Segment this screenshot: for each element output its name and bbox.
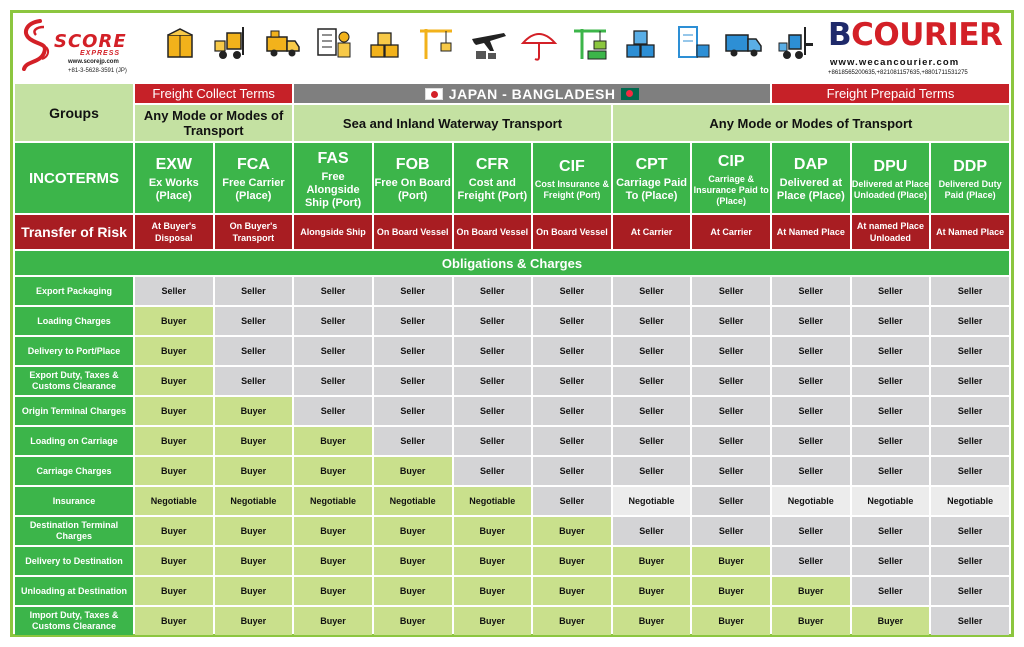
obligation-cell: Seller: [613, 277, 691, 305]
stacked-boxes-icon: [365, 23, 405, 63]
obligation-cell: Buyer: [533, 607, 611, 635]
incoterm-code: DAP: [793, 156, 828, 173]
obligation-cell: Buyer: [215, 457, 293, 485]
obligation-cell: Seller: [454, 367, 532, 395]
obligation-cell: Seller: [294, 277, 372, 305]
route-banner: [294, 84, 770, 103]
box-measure-icon: [160, 23, 200, 63]
obligation-cell: Seller: [533, 397, 611, 425]
incoterm-name: Carriage Paid To (Place): [616, 177, 688, 202]
obligation-cell: Seller: [613, 427, 691, 455]
obligation-label: Carriage Charges: [15, 457, 133, 485]
obligation-cell: Seller: [931, 337, 1009, 365]
obligation-cell: Seller: [931, 607, 1009, 635]
bangladesh-flag-icon: [621, 88, 639, 100]
obligation-cell: Seller: [533, 337, 611, 365]
obligation-label: Loading Charges: [15, 307, 133, 335]
obligation-label: Delivery to Port/Place: [15, 337, 133, 365]
obligation-cell: Buyer: [135, 457, 213, 485]
obligation-cell: Buyer: [215, 517, 293, 545]
obligation-cell: Seller: [215, 277, 293, 305]
incoterm-name: Delivered at Place (Place): [776, 177, 845, 202]
obligation-cell: Seller: [931, 457, 1009, 485]
japan-flag-icon: [425, 88, 443, 100]
obligation-cell: Negotiable: [135, 487, 213, 515]
incoterm-fob: [374, 143, 452, 213]
incoterm-name: Delivered Duty Paid (Place): [938, 179, 1002, 200]
incoterm-cpt: [613, 143, 691, 213]
bcourier-logo: [828, 17, 1008, 79]
obligation-cell: Seller: [931, 577, 1009, 605]
obligation-cell: Buyer: [294, 607, 372, 635]
obligation-label: Insurance: [15, 487, 133, 515]
obligation-cell: Seller: [931, 277, 1009, 305]
obligation-label: Unloading at Destination: [15, 577, 133, 605]
obligation-cell: Seller: [454, 427, 532, 455]
risk-fca: On Buyer's Transport: [215, 215, 293, 249]
obligation-cell: Seller: [931, 517, 1009, 545]
incoterm-code: CIF: [559, 158, 585, 175]
obligation-cell: Negotiable: [215, 487, 293, 515]
obligation-cell: Buyer: [215, 577, 293, 605]
forklift-icon: [211, 23, 251, 63]
obligation-cell: Buyer: [135, 547, 213, 575]
container-stack-icon: [621, 23, 661, 63]
dragon-swirl-icon: [18, 17, 54, 73]
obligation-cell: Buyer: [613, 607, 691, 635]
obligation-cell: Seller: [852, 307, 930, 335]
delivery-truck-icon: [263, 23, 303, 63]
obligation-cell: Buyer: [135, 427, 213, 455]
incoterm-name: Free Carrier (Place): [222, 177, 285, 202]
incoterm-name: Free On Board (Port): [374, 177, 451, 202]
obligation-cell: Buyer: [533, 517, 611, 545]
obligation-cell: Buyer: [454, 547, 532, 575]
group-any-mode-right: Any Mode or Modes of Transport: [613, 105, 1009, 141]
obligation-cell: Buyer: [135, 307, 213, 335]
obligation-cell: Seller: [454, 457, 532, 485]
incoterm-code: FOB: [395, 156, 430, 173]
obligation-cell: Negotiable: [374, 487, 452, 515]
airplane-cargo-icon: [468, 23, 508, 63]
obligation-cell: Buyer: [454, 607, 532, 635]
freight-prepaid-banner: Freight Prepaid Terms: [772, 84, 1009, 103]
obligation-cell: Seller: [454, 307, 532, 335]
incoterm-cip: [692, 143, 770, 213]
obligation-cell: Seller: [852, 397, 930, 425]
obligation-row: [15, 277, 1009, 305]
incoterm-cif: [533, 143, 611, 213]
obligation-cell: Seller: [692, 397, 770, 425]
obligation-cell: Buyer: [613, 577, 691, 605]
risk-cip: At Carrier: [692, 215, 770, 249]
obligation-cell: Buyer: [294, 517, 372, 545]
risk-fob: On Board Vessel: [374, 215, 452, 249]
obligation-cell: Seller: [692, 487, 770, 515]
bcourier-title-rest: COURIER: [851, 17, 1003, 53]
obligation-cell: Seller: [772, 457, 850, 485]
incoterms-label: INCOTERMS: [15, 143, 133, 213]
groups-label: Groups: [15, 84, 133, 141]
incoterm-code: EXW: [155, 156, 193, 173]
group-any-mode-left: Any Mode or Modes of Transport: [135, 105, 292, 141]
obligation-cell: Seller: [454, 397, 532, 425]
incoterm-ddp: [931, 143, 1009, 213]
obligation-cell: Seller: [533, 367, 611, 395]
obligation-cell: Buyer: [454, 517, 532, 545]
obligation-cell: Negotiable: [454, 487, 532, 515]
obligation-cell: Seller: [454, 277, 532, 305]
incoterm-code: DDP: [953, 158, 988, 175]
risk-row: [15, 215, 1009, 249]
risk-dap: At Named Place: [772, 215, 850, 249]
logistics-icons: [160, 23, 815, 71]
obligation-cell: Seller: [533, 457, 611, 485]
incoterm-dpu: [852, 143, 930, 213]
obligation-cell: Seller: [692, 427, 770, 455]
obligations-header-row: [15, 251, 1009, 275]
obligation-cell: Seller: [294, 397, 372, 425]
obligation-cell: Buyer: [135, 577, 213, 605]
transfer-of-risk-label: Transfer of Risk: [15, 215, 133, 249]
obligation-cell: Seller: [852, 337, 930, 365]
obligation-cell: Seller: [772, 397, 850, 425]
obligation-cell: Buyer: [533, 577, 611, 605]
risk-fas: Alongside Ship: [294, 215, 372, 249]
obligation-cell: Seller: [852, 367, 930, 395]
obligation-cell: Seller: [772, 547, 850, 575]
obligation-cell: Buyer: [135, 397, 213, 425]
groups-row: [15, 105, 1009, 141]
obligation-row: [15, 367, 1009, 395]
incoterm-code: CFR: [475, 156, 509, 173]
obligation-cell: Negotiable: [772, 487, 850, 515]
obligation-cell: Buyer: [215, 397, 293, 425]
obligation-cell: Buyer: [772, 577, 850, 605]
port-crane-icon: [570, 23, 610, 63]
obligation-cell: Seller: [692, 457, 770, 485]
obligation-cell: Buyer: [135, 607, 213, 635]
obligation-cell: Seller: [374, 337, 452, 365]
obligation-cell: Seller: [294, 367, 372, 395]
checklist-worker-icon: [314, 23, 354, 63]
obligation-cell: Negotiable: [613, 487, 691, 515]
obligation-cell: Seller: [852, 427, 930, 455]
obligation-cell: Seller: [135, 277, 213, 305]
obligation-cell: Buyer: [613, 547, 691, 575]
incoterm-code: DPU: [873, 158, 908, 175]
obligation-cell: Buyer: [294, 457, 372, 485]
obligation-cell: Seller: [852, 577, 930, 605]
obligation-cell: Seller: [374, 427, 452, 455]
risk-exw: At Buyer's Disposal: [135, 215, 213, 249]
obligation-cell: Negotiable: [294, 487, 372, 515]
obligation-label: Import Duty, Taxes & Customs Clearance: [15, 607, 133, 635]
obligation-cell: Seller: [613, 517, 691, 545]
bcourier-title-b: B: [828, 17, 852, 53]
obligation-cell: Buyer: [215, 607, 293, 635]
obligation-row: [15, 607, 1009, 635]
incoterm-fca: [215, 143, 293, 213]
obligation-cell: Seller: [931, 427, 1009, 455]
incoterm-name: Free Alongside Ship (Port): [304, 170, 362, 209]
obligation-cell: Negotiable: [931, 487, 1009, 515]
incoterm-fas: [294, 143, 372, 213]
obligation-cell: Buyer: [294, 547, 372, 575]
umbrella-box-icon: [519, 23, 559, 63]
obligation-cell: Seller: [852, 277, 930, 305]
incoterm-name: Carriage & Insurance Paid to (Place): [693, 173, 769, 206]
freight-collect-banner: Freight Collect Terms: [135, 84, 292, 103]
incoterm-name: Cost Insurance & Freight (Port): [534, 179, 609, 200]
incoterm-name: Ex Works (Place): [148, 177, 199, 202]
obligation-cell: Seller: [533, 277, 611, 305]
bcourier-phones: +8618565200635,+821081157635,+8801711531275: [828, 70, 968, 76]
incoterm-code: CPT: [635, 156, 668, 173]
forklift-warehouse-icon: [775, 23, 815, 63]
obligation-cell: Seller: [692, 337, 770, 365]
obligation-cell: Seller: [772, 427, 850, 455]
obligation-cell: Seller: [772, 517, 850, 545]
banner-row: [15, 84, 1009, 103]
incoterm-exw: [135, 143, 213, 213]
obligation-cell: Buyer: [374, 577, 452, 605]
obligation-cell: Seller: [215, 307, 293, 335]
obligation-cell: Seller: [374, 397, 452, 425]
obligation-row: [15, 487, 1009, 515]
incoterm-code: FCA: [236, 156, 270, 173]
obligations-header: Obligations & Charges: [15, 251, 1009, 275]
obligation-cell: Seller: [852, 547, 930, 575]
obligation-cell: Seller: [931, 547, 1009, 575]
obligation-cell: Buyer: [454, 577, 532, 605]
obligation-cell: Buyer: [215, 547, 293, 575]
obligation-label: Export Duty, Taxes & Customs Clearance: [15, 367, 133, 395]
obligation-cell: Buyer: [135, 337, 213, 365]
score-phone: +81-3-5628-3591 (JP): [68, 68, 127, 74]
obligation-cell: Seller: [692, 517, 770, 545]
obligation-row: [15, 517, 1009, 545]
score-title: SCORE: [54, 31, 127, 52]
obligation-cell: Seller: [692, 367, 770, 395]
obligation-label: Destination Terminal Charges: [15, 517, 133, 545]
obligation-row: [15, 547, 1009, 575]
obligation-row: [15, 337, 1009, 365]
obligation-cell: Seller: [852, 517, 930, 545]
obligation-cell: Seller: [613, 337, 691, 365]
obligation-row: [15, 397, 1009, 425]
obligation-cell: Seller: [374, 307, 452, 335]
incoterm-code: FAS: [317, 149, 349, 167]
obligation-cell: Seller: [772, 307, 850, 335]
obligation-cell: Seller: [613, 457, 691, 485]
obligation-cell: Seller: [454, 337, 532, 365]
obligation-cell: Seller: [613, 367, 691, 395]
score-subtitle: EXPRESS: [80, 50, 121, 57]
obligation-cell: Buyer: [374, 547, 452, 575]
obligation-label: Loading on Carriage: [15, 427, 133, 455]
obligation-row: [15, 427, 1009, 455]
obligation-cell: Buyer: [374, 607, 452, 635]
incoterm-name: Delivered at Place Unloaded (Place): [851, 179, 929, 200]
obligation-cell: Seller: [215, 367, 293, 395]
incoterms-table: [13, 82, 1011, 637]
group-sea-inland: Sea and Inland Waterway Transport: [294, 105, 611, 141]
obligation-label: Origin Terminal Charges: [15, 397, 133, 425]
obligation-cell: Seller: [294, 337, 372, 365]
obligation-cell: Seller: [374, 277, 452, 305]
obligation-cell: Seller: [613, 397, 691, 425]
obligation-cell: Negotiable: [852, 487, 930, 515]
obligation-cell: Buyer: [374, 457, 452, 485]
route-label: JAPAN - BANGLADESH: [448, 85, 616, 102]
incoterms-row: [15, 143, 1009, 213]
risk-cpt: At Carrier: [613, 215, 691, 249]
obligation-cell: Buyer: [215, 427, 293, 455]
obligation-cell: Seller: [692, 277, 770, 305]
obligation-row: [15, 577, 1009, 605]
bcourier-website: www.wecancourier.com: [830, 57, 960, 68]
bcourier-title: [828, 17, 1002, 53]
obligation-cell: Buyer: [294, 427, 372, 455]
obligation-cell: Seller: [772, 367, 850, 395]
obligation-cell: Seller: [852, 457, 930, 485]
obligation-cell: Seller: [931, 367, 1009, 395]
obligation-cell: Seller: [931, 397, 1009, 425]
obligation-cell: Seller: [533, 427, 611, 455]
obligation-cell: Seller: [931, 307, 1009, 335]
risk-dpu: At named Place Unloaded: [852, 215, 930, 249]
header: [10, 13, 1014, 81]
obligation-cell: Seller: [772, 337, 850, 365]
truck-icon: [724, 23, 764, 63]
obligation-row: [15, 307, 1009, 335]
obligation-cell: Buyer: [135, 517, 213, 545]
obligation-cell: Seller: [215, 337, 293, 365]
obligation-cell: Seller: [374, 367, 452, 395]
obligation-row: [15, 457, 1009, 485]
incoterm-cfr: [454, 143, 532, 213]
incoterm-name: Cost and Freight (Port): [457, 177, 528, 202]
obligation-cell: Buyer: [692, 577, 770, 605]
obligation-cell: Buyer: [374, 517, 452, 545]
risk-cif: On Board Vessel: [533, 215, 611, 249]
score-logo: [18, 17, 148, 79]
obligation-cell: Seller: [533, 307, 611, 335]
obligation-cell: Buyer: [692, 607, 770, 635]
obligation-cell: Seller: [692, 307, 770, 335]
incoterm-dap: [772, 143, 850, 213]
risk-cfr: On Board Vessel: [454, 215, 532, 249]
obligation-label: Delivery to Destination: [15, 547, 133, 575]
score-website: www.scorejp.com: [68, 59, 119, 65]
clipboard-boxes-icon: [673, 23, 713, 63]
obligation-cell: Seller: [294, 307, 372, 335]
obligation-label: Export Packaging: [15, 277, 133, 305]
obligation-cell: Buyer: [533, 547, 611, 575]
risk-ddp: At Named Place: [931, 215, 1009, 249]
obligation-cell: Buyer: [294, 577, 372, 605]
obligation-cell: Seller: [613, 307, 691, 335]
obligation-cell: Buyer: [772, 607, 850, 635]
obligation-cell: Seller: [772, 277, 850, 305]
incoterm-code: CIP: [717, 152, 745, 170]
obligation-cell: Buyer: [852, 607, 930, 635]
obligation-cell: Seller: [533, 487, 611, 515]
obligation-cell: Buyer: [692, 547, 770, 575]
obligation-cell: Buyer: [135, 367, 213, 395]
crane-icon: [416, 23, 456, 63]
